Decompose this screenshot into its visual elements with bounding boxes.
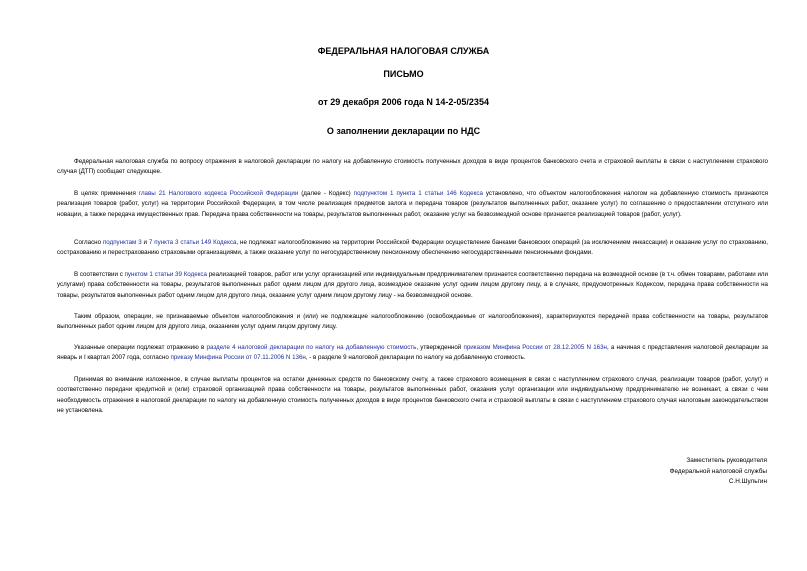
paragraph-6 xyxy=(57,343,768,364)
paragraph-text: Указанные операции подлежат отражению в xyxy=(74,344,207,351)
legal-reference-link[interactable]: разделе 4 налоговой декларации по налогу на добавленную стоимость xyxy=(206,344,417,351)
paragraph-3 xyxy=(57,238,768,259)
paragraph-text: Принимая во внимание изложенное, в случае выплаты процентов на остатки денежных средств по банковскому счету, а также страхового возмещения в связи с наступлением страхового случая, реализации товаров (работ, услуг) и соответственно передачи кредитной и (или) страховой организацией права собственности на товары, результатов выполненных работ, оказания услуг организации или индивидуальному предпринимателю не возникает, а связи с чем необходимость отражения в налоговой декларации по налогу на добавленную стоимость полученных доходов в виде процентов банковского счета и страховой выплаты в связи с наступлением страхового случая налоговым законодательством не установлена. xyxy=(57,376,768,414)
paragraph-text: установлено, что объектом налогообложения налогом на добавленную стоимость признаются реализация товаров (работ, услуг) на территории Российской Федерации, в том числе реализация предметов залога и передача товаров (результатов выполненных работ, оказание услуг) по соглашению о предоставлении отступного или новации, а также передача имущественных прав. Передача права собственности на товары, результатов выполненных работ, оказание услуг на безвозмездной основе признается реализацией товаров (работ, услуг). xyxy=(57,190,768,218)
paragraph-text: реализацией товаров, работ или услуг организацией или индивидуальным предпринимателем признается соответственно передача на возмездной основе (в т.ч. обмен товарами, работами или услугами) права собственности на товары, результатов выполненных работ одним лицом для другого лица, возмездное оказание услуг одним лицом другому лицу, а в случаях, предусмотренных Кодексом, передача права собственности на товары, результатов выполненных работ одним лицом для другого лица, оказание услуг одним лицом другому лицу - на безвозмездной основе. xyxy=(57,271,769,299)
paragraph-text: Таким образом, операции, не признаваемые объектом налогообложения и (или) не подлежащие налогообложению (освобождаемые от налогообложения), характеризуются передачей права собственности на товары, результатов выполненных работ одним лицом для другого лица, оказанием услуг одним лицом другому лицу. xyxy=(57,313,768,331)
paragraph-text: , утвержденной xyxy=(416,344,464,351)
paragraph-text: В целях применения xyxy=(74,190,139,197)
legal-reference-link[interactable]: 7 пункта 3 статьи 149 Кодекса xyxy=(148,239,237,246)
paragraph-text: , не подлежат налогообложению на территории Российской Федерации осуществление банками банковских операций (за исключением инкассации) и оказание услуг по страхованию, сострахованию и перестрахованию страховыми организациями, а также оказание услуг по негосударственному пенсионному обеспечению негосударственными пенсионными фондами. xyxy=(57,239,768,257)
document-subject: О заполнении декларации по НДС xyxy=(326,126,481,136)
legal-reference-link[interactable]: главы 21 Налогового кодекса Российской Федерации xyxy=(138,190,299,197)
paragraph-text: и xyxy=(141,239,149,246)
signature-organization: Федеральной налоговой службы xyxy=(669,467,767,475)
document-type: ПИСЬМО xyxy=(383,69,424,79)
legal-reference-link[interactable]: пунктом 1 статьи 39 Кодекса xyxy=(124,271,207,278)
paragraph-4 xyxy=(57,270,768,301)
agency-title: ФЕДЕРАЛЬНАЯ НАЛОГОВАЯ СЛУЖБА xyxy=(317,46,490,56)
signature-position: Заместитель руководителя xyxy=(686,457,767,464)
legal-reference-link[interactable]: подпунктом 1 пункта 1 статьи 146 Кодекса xyxy=(353,190,483,197)
paragraph-7 xyxy=(57,375,768,416)
signature-name: С.Н.Шульгин xyxy=(728,478,767,485)
paragraph-1 xyxy=(57,157,768,178)
signature-block xyxy=(670,456,767,488)
paragraph-text: , - в разделе 9 налоговой декларации по налогу на добавленную стоимость. xyxy=(305,354,526,362)
document-date-number: от 29 декабря 2006 года N 14-2-05/2354 xyxy=(318,97,489,107)
paragraph-5 xyxy=(57,312,768,333)
paragraph-text: Согласно xyxy=(74,239,103,246)
paragraph-2 xyxy=(57,189,768,220)
legal-reference-link[interactable]: приказу Минфина России от 07.11.2006 N 136н xyxy=(170,354,306,362)
legal-reference-link[interactable]: подпунктам 3 xyxy=(102,239,142,246)
legal-reference-link[interactable]: приказом Минфина России от 28.12.2005 N 163н xyxy=(463,344,607,351)
paragraph-text: , а начиная с представления налоговой декларации за январь и I квартал 2007 года, согласно xyxy=(57,344,768,362)
paragraph-text: Федеральная налоговая служба по вопросу отражения в налоговой декларации по налогу на добавленную стоимость полученных доходов в виде процентов банковского счета и страховой выплаты в связи с наступлением страхового случая (ДТП) сообщает следующее. xyxy=(57,158,768,176)
paragraph-text: (далее - Кодекс) xyxy=(298,190,354,197)
paragraph-text: В соответствии с xyxy=(74,271,125,278)
